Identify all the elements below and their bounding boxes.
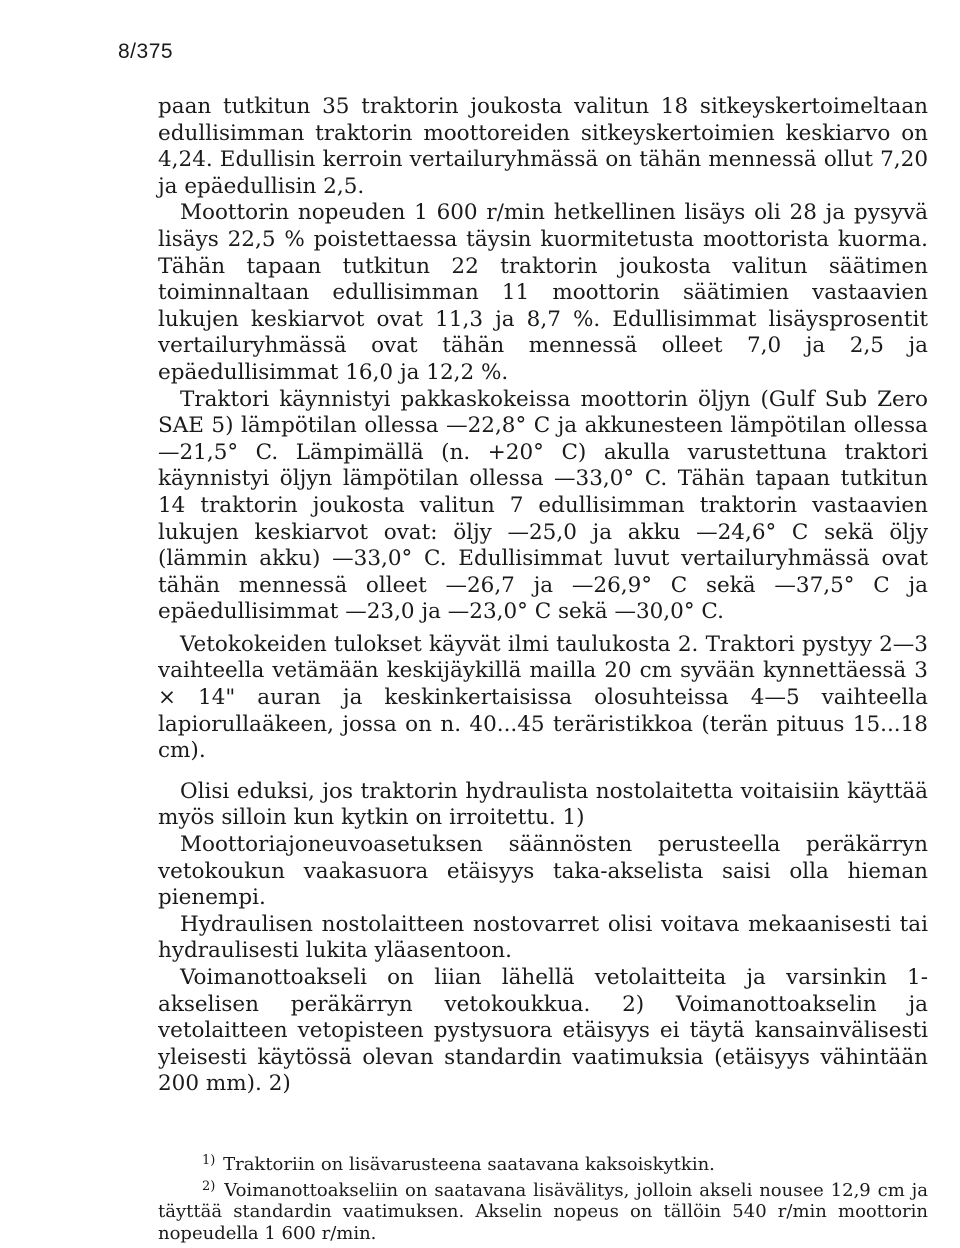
footnote-mark: 1) bbox=[202, 1153, 216, 1168]
paragraph-hydraulinen-nostolaite: Olisi eduksi, jos traktorin hydraulista nostolaitetta voitaisiin käyttää myös silloin kun kytkin on irroitettu. 1) bbox=[158, 778, 928, 831]
paragraph-moottorin-nopeus: Moottorin nopeuden 1 600 r/min hetkellinen lisäys oli 28 ja pysyvä lisäys 22,5 % poistettaessa täysin kuormitetusta moottorista kuorma. Tähän tapaan tutkitun 22 traktorin joukosta valitun säätimen toiminnaltaan edullisimman 11 moottorin säätimien vastaavien lukujen keskiarvot ovat 11,3 ja 8,7 %. Edullisimmat lisäysprosentit vertailuryhmässä ovat tähän mennessä olleet 7,0 ja 2,5 ja epäedullisimmat 16,0 ja 12,2 %. bbox=[158, 200, 928, 385]
footnote-mark: 2) bbox=[202, 1178, 216, 1194]
paragraph-nostovarret: Hydraulisen nostolaitteen nostovarret olisi voitava mekaanisesti tai hydraulisesti lukita yläasentoon. bbox=[158, 911, 928, 964]
page-number: 8/375 bbox=[118, 40, 174, 63]
paragraph-vetokoukku: Moottoriajoneuvoasetuksen säännösten perusteella peräkärryn vetokoukun vaakasuora etäisyys taka-akselista saisi olla hieman pienempi. bbox=[158, 832, 928, 911]
footnote-2 bbox=[158, 1176, 928, 1245]
footnotes bbox=[158, 1150, 928, 1244]
footnote-1 bbox=[158, 1150, 928, 1176]
paragraph-vetokokeet: Vetokokeiden tulokset käyvät ilmi taulukosta 2. Traktori pystyy 2—3 vaihteella vetämään keskijäykillä mailla 20 cm syvään kynnettäessä 3 × 14" auran ja keskinkertaisissa olosuhteissa 4—5 vaihteella lapiorullaäkeen, jossa on n. 40...45 teräristikkoa (terän pituus 15...18 cm). bbox=[158, 631, 928, 764]
paragraph-kaynnistys: Traktori käynnistyi pakkaskokeissa moottorin öljyn (Gulf Sub Zero SAE 5) lämpötilan ollessa —22,8° C ja akkunesteen lämpötilan ollessa —21,5° C. Lämpimällä (n. +20° C) akulla varustettuna traktori käynnistyi öljyn lämpötilan ollessa —33,0° C. Tähän tapaan tutkitun 14 traktorin joukosta valitun 7 edullisimman traktorin vastaavien lukujen keskiarvot ovat: öljy —25,0 ja akku —24,6° C sekä öljy (lämmin akku) —33,0° C. Edullisimmat luvut vertailuryhmässä ovat tähän mennessä olleet —26,7 ja —26,9° C sekä —37,5° C ja epäedullisimmat —23,0 ja —23,0° C sekä —30,0° C. bbox=[158, 386, 928, 625]
footnote-text: Voimanottoakseliin on saatavana lisävälitys, jolloin akseli nousee 12,9 cm ja täyttää standardin vaatimuksen. Akselin nopeus on tällöin 540 r/min moottorin nopeudella 1 600 r/min. bbox=[158, 1179, 928, 1244]
paragraph-sitkeyskerroin: paan tutkitun 35 traktorin joukosta valitun 18 sitkeyskertoimeltaan edullisimman traktorin moottoreiden sitkeyskertoimien keskiarvo on 4,24. Edullisin kerroin vertailuryhmässä on tähän mennessä ollut 7,20 ja epäedullisin 2,5. bbox=[158, 94, 928, 199]
footnote-text: Traktoriin on lisävarusteena saatavana kaksoiskytkin. bbox=[223, 1154, 715, 1175]
paragraph-voimanottoakseli: Voimanottoakseli on liian lähellä vetolaitteita ja varsinkin 1-akselisen peräkärryn vetokoukkua. 2) Voimanottoakselin ja vetolaitteen vetopisteen pystysuora etäisyys ei täytä kansainvälisesti yleisesti käytössä olevan standardin vaatimuksia (etäisyys vähintään 200 mm). 2) bbox=[158, 965, 928, 1097]
document-body bbox=[158, 94, 928, 1098]
